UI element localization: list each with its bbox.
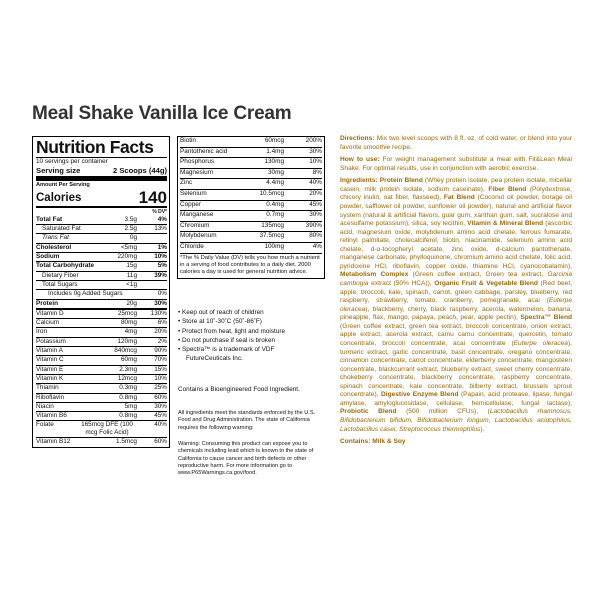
ingredient-blend-name: Organic Fruit & Vegetable Blend	[434, 280, 538, 287]
ingredient-text: (Whey protein isolate, pea protein isolate, micellar casein, milk protein isolate, sodium caseinate),	[340, 177, 572, 193]
nutrient-row: Cholesterol <5mg 1%	[36, 243, 167, 251]
nutrient-row: Phosphorus 130mg 10%	[180, 157, 322, 168]
nutrient-row: Niacin 5mg 30%	[36, 402, 167, 410]
amount-per-serving: Amount Per Serving	[36, 182, 90, 189]
nutrient-row: Vitamin D 25mcg 130%	[36, 309, 167, 317]
nutrient-row: Vitamin B12 1.5mcg 60%	[36, 438, 167, 446]
nutrient-row: Magnesium 30mg 8%	[180, 168, 322, 179]
nutrient-row: Protein 20g 30%	[36, 299, 167, 307]
ingredient-text: Lactobacillus rhamnosus, Bifidobacterium bifidum, Bifidobacterium longum, Lactobacillus acidophilus, Lactobacillus casei, Streptococcus thermophilus	[340, 408, 572, 433]
bullet-item: FutureCeuticals Inc.	[186, 355, 243, 363]
product-title: Meal Shake Vanilla Ice Cream	[32, 103, 292, 124]
nutrient-row: Iron 4mg 20%	[36, 328, 167, 336]
nutrient-row: Total Carbohydrate 15g 5%	[36, 262, 167, 270]
nutrient-row: Thiamin 0.3mg 25%	[36, 384, 167, 392]
ingredient-text: ), turmeric extract, garlic concentrate, basil concentrate, oregano concentrate, cinnamon concentrate, carrot concentrate, elderberry concentrate, mangosteen concentrate, blackcurrant extract, blueberry extract, sweet cherry concentrate, chokeberry concentrate, blackberry concentrate, raspberry concentrate, spinach concentrate, kale concentrate, bilberry extract, brussels sprout concentrate),	[340, 339, 572, 399]
nutrient-row: Dietary Fiber 11g 39%	[36, 271, 167, 280]
ingredient-blend-name: Metabolism Complex	[340, 271, 409, 279]
ingredient-text: Garcinia cambogia	[340, 271, 573, 287]
ingredient-text: (Red beet, apple, broccoli, kale, spinach, carrot, green cabbage, parsley, blueberry, red raspberry, strawberry, tomato, cranberry, pomegranate, acai (	[340, 280, 572, 305]
nutrient-row: Vitamin C 60mg 70%	[36, 356, 167, 364]
ingredient-text: (Coconut oil powder, borage oil powder, safflower oil powder, sunflower oil powder), natural and artificial flavor system (natural & artificial flavors, guar gum, xanthan gum, salt, sucralose and acesulfame potassium), silica, soy lecithin,	[340, 194, 573, 228]
nutrient-row: Chromium 135mcg 390%	[180, 221, 322, 232]
ingredient-text: (Polydextrose, chicory inulin, oat fiber, flaxseed),	[340, 185, 572, 202]
nutrient-row: Copper 0.4mg 45%	[180, 200, 322, 211]
nutrient-row: Biotin 60mcg 200%	[180, 137, 322, 144]
ingredient-text: (Green coffee extract, Green tea extract,	[408, 271, 548, 279]
ingredient-blend-name: Fat Blend	[443, 194, 475, 202]
right-column	[340, 135, 572, 451]
how-to-use: How to use: For weight management substitute a meal with Fit&Lean Meal Shake. For optimal results, use in conjunction with aerobic exercise.	[340, 156, 572, 172]
ingredient-text: Euterpe oleracea	[340, 297, 572, 313]
nutrient-row: Total Fat 3.5g 4%	[36, 215, 167, 223]
bullet-item: • Protect from heat, light and moisture	[178, 327, 286, 335]
ingredient-blend-name: Spectra™ Blend	[520, 314, 572, 322]
dv-header: % DV*	[152, 208, 167, 215]
nutrient-row: Pantothenic acid 1.4mg 30%	[180, 147, 322, 158]
nutrition-facts-heading: Nutrition Facts	[36, 137, 154, 157]
ingredient-text: extract (50% HCA)),	[368, 280, 435, 287]
bioengineered-notice: Contains a Bioengineered Food Ingredient.	[178, 386, 300, 393]
nutrient-row: Riboflavin 0.8mg 60%	[36, 393, 167, 401]
prop65-warning: Warning: Consuming this product can expose you to chemicals including lead which is known to the state of California to cause cancer and birth defects or other reproductive harm. For more information go to www.P65Warnings.ca.gov/food.	[178, 441, 314, 477]
nutrient-row: Includes 0g Added Sugars 0%	[36, 289, 167, 298]
nutrient-row: Saturated Fat 2.5g 13%	[36, 224, 167, 233]
servings-per-container: 10 servings per container	[36, 158, 108, 166]
ingredient-blend-name: Protein Blend	[379, 177, 423, 185]
ingredient-blend-name: Vitamin & Mineral Blend	[467, 220, 544, 228]
nutrient-row: Potassium 120mg 2%	[36, 337, 167, 345]
bullet-item: • Keep out of reach of children	[178, 309, 264, 316]
dv-footnote: *The % Daily Value (DV) tells you how much a nutrient in a serving of food contributes to a daily diet. 2000 calories a day is used for general nutrition advice.	[180, 253, 322, 278]
nutrient-row: Sodium 220mg 10%	[36, 253, 167, 261]
bullet-item: • Spectra™ is a trademark of VDF	[178, 346, 275, 354]
ingredient-text: ).	[480, 425, 485, 433]
nutrient-rows	[36, 216, 167, 308]
nutrient-row: Vitamin K 12mcg 10%	[36, 374, 167, 382]
ingredient-text: (Green coffee extract, green tea extract, broccoli concentrate, onion extract, apple extract, acerola extract, camu camu concentrate, quercetin, tomato concentrate, broccoli concentrate, acai concentrate (	[340, 322, 572, 347]
nutrient-row: Calcium 80mg 6%	[36, 319, 167, 327]
nutrient-row: Folate 165mcg DFE (100 mcg Folic Acid) 40%	[36, 421, 167, 436]
nutrient-row: Zinc 4.4mg 40%	[180, 178, 322, 189]
directions: Directions: Mix two level scoops with 8 fl. oz. of cold water, or blend into your favorite smoothie recipe.	[340, 135, 572, 151]
ingredient-text: ), blackberry, cherry, black raspberry, acerola, watermelon, banana, pineapple, flax, mango, papaya, peach, pear, apple pectin),	[340, 305, 572, 322]
ingredient-blend-name: Digestive Enzyme Blend	[380, 391, 459, 399]
ingredient-text: Euterpe oleracea	[513, 339, 568, 347]
nutrient-row: Chloride 100mg 4%	[180, 242, 322, 253]
nutrition-facts-panel	[32, 136, 170, 448]
mineral-rows	[180, 137, 322, 253]
nutrient-row: Total Sugars <1g	[36, 280, 167, 289]
nutrient-row: Selenium 10.5mcg 20%	[180, 189, 322, 200]
bullet-item: • Do not purchase if seal is broken	[178, 336, 276, 344]
nutrient-row: Vitamin E 2.3mg 15%	[36, 365, 167, 373]
serving-size: Serving size 2 Scoops (44g)	[36, 166, 167, 176]
calories-row: Calories 140	[36, 187, 167, 207]
nutrient-row: Trans Fat 0g	[36, 233, 167, 242]
ingredients: Ingredients: Protein Blend (Whey protein isolate, pea protein isolate, micellar casein, milk protein isolate, sodium caseinate), Fiber Blend (Polydextrose, chicory inulin, oat fiber, flaxseed), Fat Blend (Coconut oil powder, borage oil powder, safflower oil powder, sunflower oil powder), natural and artificial flavor system (natural & artificial flavors, guar gum, xanthan gum, salt, sucralose and acesulfame potassium), silica, soy lecithin, Vitamin & Mineral Blend (ascorbic acid, magnesium oxide, molybdenum amino acid chelate, ferrous fumarate, retinyl palmitate, cholecalciferol, biotin, niacinamide, selenium amino acid chelate, d-α-tocopheryl acetate, zinc oxide, d-calcium pantothenate, manganese carbonate, phylloquinone, chromium amino acid chelate, folic acid, pyridoxine HCl, riboflavin, copper oxide, thiamine HCl, cyanocobalamin), Metabolism Complex (Green coffee extract, Green tea extract, Garcinia cambogia extract (50% HCA)), Organic Fruit & Vegetable Blend (Red beet, apple, broccoli, kale, spinach, carrot, green cabbage, parsley, blueberry, red raspberry, strawberry, tomato, cranberry, pomegranate, acai (Euterpe oleracea), blackberry, cherry, black raspberry, acerola, watermelon, banana, pineapple, flax, mango, papaya, peach, pear, apple pectin), Spectra™ Blend (Green coffee extract, green tea extract, broccoli concentrate, onion extract, apple extract, acerola extract, camu camu concentrate, quercetin, tomato concentrate, broccoli concentrate, acai concentrate (Euterpe oleracea), turmeric extract, garlic concentrate, basil concentrate, oregano concentrate, cinnamon concentrate, carrot concentrate, elderberry concentrate, mangosteen concentrate, blackcurrant extract, blueberry extract, sweet cherry concentrate, chokeberry concentrate, blackberry concentrate, raspberry concentrate, spinach concentrate, kale concentrate, bilberry extract, brussels sprout concentrate), Digestive Enzyme Blend (Papain, acid protease, lipase, fungal amylase, amyloglucosidase, cellulase, hemicellulase, fungal lactase), Probiotic Blend (500 million CFUs), (Lactobacillus rhamnosus, Bifidobacterium bifidum, Bifidobacterium longum, Lactobacillus acidophilus, Lactobacillus casei, Streptococcus thermophilus).	[340, 177, 573, 433]
ingredient-text: (500 million CFUs), (	[396, 408, 490, 416]
nutrient-row: Vitamin B6 0.8mg 45%	[36, 412, 167, 420]
allergen-contains: Contains: Milk & Soy	[340, 438, 406, 446]
minerals-table	[177, 136, 325, 279]
nutrient-row: Molybdenum 37.5mcg 80%	[180, 231, 322, 242]
nutrient-row: Manganese 0.7mg 30%	[180, 210, 322, 221]
nutrient-row: Vitamin A 840mcg 90%	[36, 347, 167, 355]
ingredient-text: (Papain, acid protease, lipase, fungal amylase, amyloglucosidase, cellulase, hemicellulase, fungal lactase),	[340, 391, 572, 407]
ingredient-blend-name: Probiotic Blend	[340, 408, 397, 416]
bullet-item: • Store at 10˚-30˚C (50˚-86˚F)	[178, 318, 262, 326]
ingredient-blend-name: Fiber Blend	[488, 185, 527, 193]
vitamin-rows	[36, 308, 167, 447]
storage-bullets	[178, 308, 326, 364]
fda-standards: All ingredients meet the standards enforced by the U.S. Food and Drug Administration. The state of California requires the following warning:	[178, 410, 316, 431]
ingredient-text: (ascorbic acid, magnesium oxide, molybdenum amino acid chelate, ferrous fumarate, retinyl palmitate, cholecalciferol, biotin, niacinamide, selenium amino acid chelate, d-α-tocopheryl acetate, zinc oxide, d-calcium pantothenate, manganese carbonate, phylloquinone, chromium amino acid chelate, folic acid, pyridoxine HCl, riboflavin, copper oxide, thiamine HCl, cyanocobalamin),	[340, 220, 572, 270]
